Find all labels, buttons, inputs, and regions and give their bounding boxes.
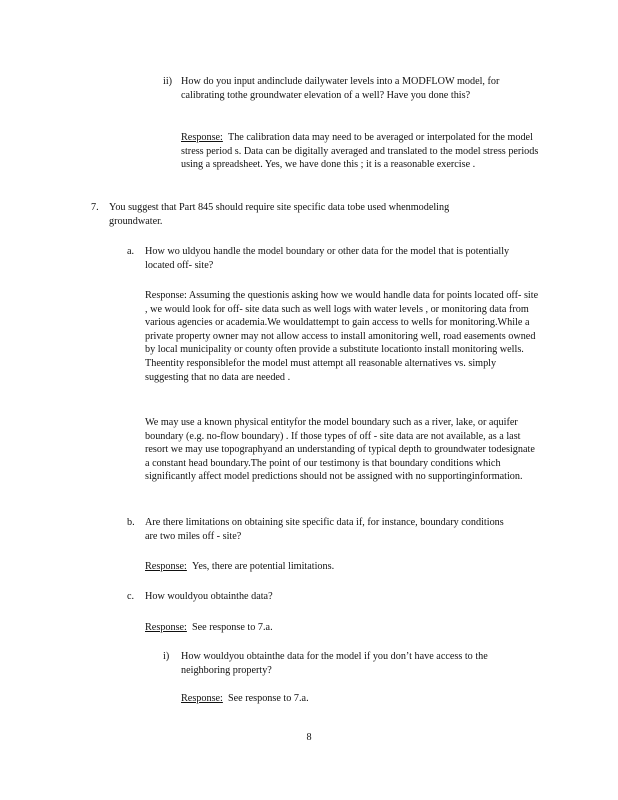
item-marker-7c-i: i) (163, 651, 170, 662)
item-marker-7: 7. (91, 202, 99, 213)
response-7c-i (181, 692, 521, 706)
response-7a-paragraph-1: Response: Assuming the questionis asking how we would handle data for points located off- site , we would look for off- site data such as well logs with water levels , or monitoring data from various agencies or academia.We wouldattempt to gain access to wells for monitoring.While a private property owner may not allow access to install amonitoring well, road easements owned by local municipality or county often provide a substitute locationto install monitoring wells. Theentity responsiblefor the model must attempt all reasonable alternatives vs. simply suggesting that no data are needed . (145, 290, 539, 383)
question-7-text: You suggest that Part 845 should require site specific data tobe used whenmodeling groundwater. (109, 202, 450, 227)
response-ii (181, 131, 541, 172)
response-text: See response to 7.a. (227, 693, 309, 704)
item-marker-ii: ii) (163, 76, 173, 87)
response-text: The calibration data may need to be averaged or interpolated for the model stress period s. Data can be digitally averaged and translated to the model stress periods using a spreadsheet. Yes, we have done this ; it is a reasonable exercise . (181, 132, 539, 171)
response-label: Response: (181, 132, 223, 143)
response-text: Yes, there are potential limitations. (191, 561, 335, 572)
page-number: 8 (306, 732, 312, 743)
item-marker-7a: a. (127, 246, 135, 257)
response-7c (145, 621, 505, 635)
item-marker-7c: c. (127, 591, 135, 602)
response-text: See response to 7.a. (191, 622, 273, 633)
question-ii-text: How do you input andinclude dailywater levels into a MODFLOW model, for calibrating tothe groundwater elevation of a well? Have you done this? (181, 76, 500, 101)
item-marker-7b: b. (127, 517, 135, 528)
response-label: Response: (145, 622, 187, 633)
question-7b-text: Are there limitations on obtaining site specific data if, for instance, boundary conditions are two miles off - site? (145, 517, 504, 542)
response-label: Response: (181, 693, 223, 704)
question-7c-text: How wouldyou obtainthe data? (145, 591, 273, 602)
question-7a-text: How wo uldyou handle the model boundary or other data for the model that is potentially located off- site? (145, 246, 510, 271)
response-7a-paragraph-2: We may use a known physical entityfor the model boundary such as a river, lake, or aquifer boundary (e.g. no-flow boundary) . If those types of off - site data are not available, as a last resort we may use topographyand an understanding of typical depth to groundwater todesignate a constant head boundary.The point of our testimony is that boundary conditions which significantly affect model predictions should not be assigned with no supportinginformation. (145, 417, 535, 483)
response-label: Response: (145, 561, 187, 572)
response-7b (145, 560, 505, 574)
question-7c-i-text: How wouldyou obtainthe data for the model if you don’t have access to the neighboring property? (181, 651, 488, 676)
